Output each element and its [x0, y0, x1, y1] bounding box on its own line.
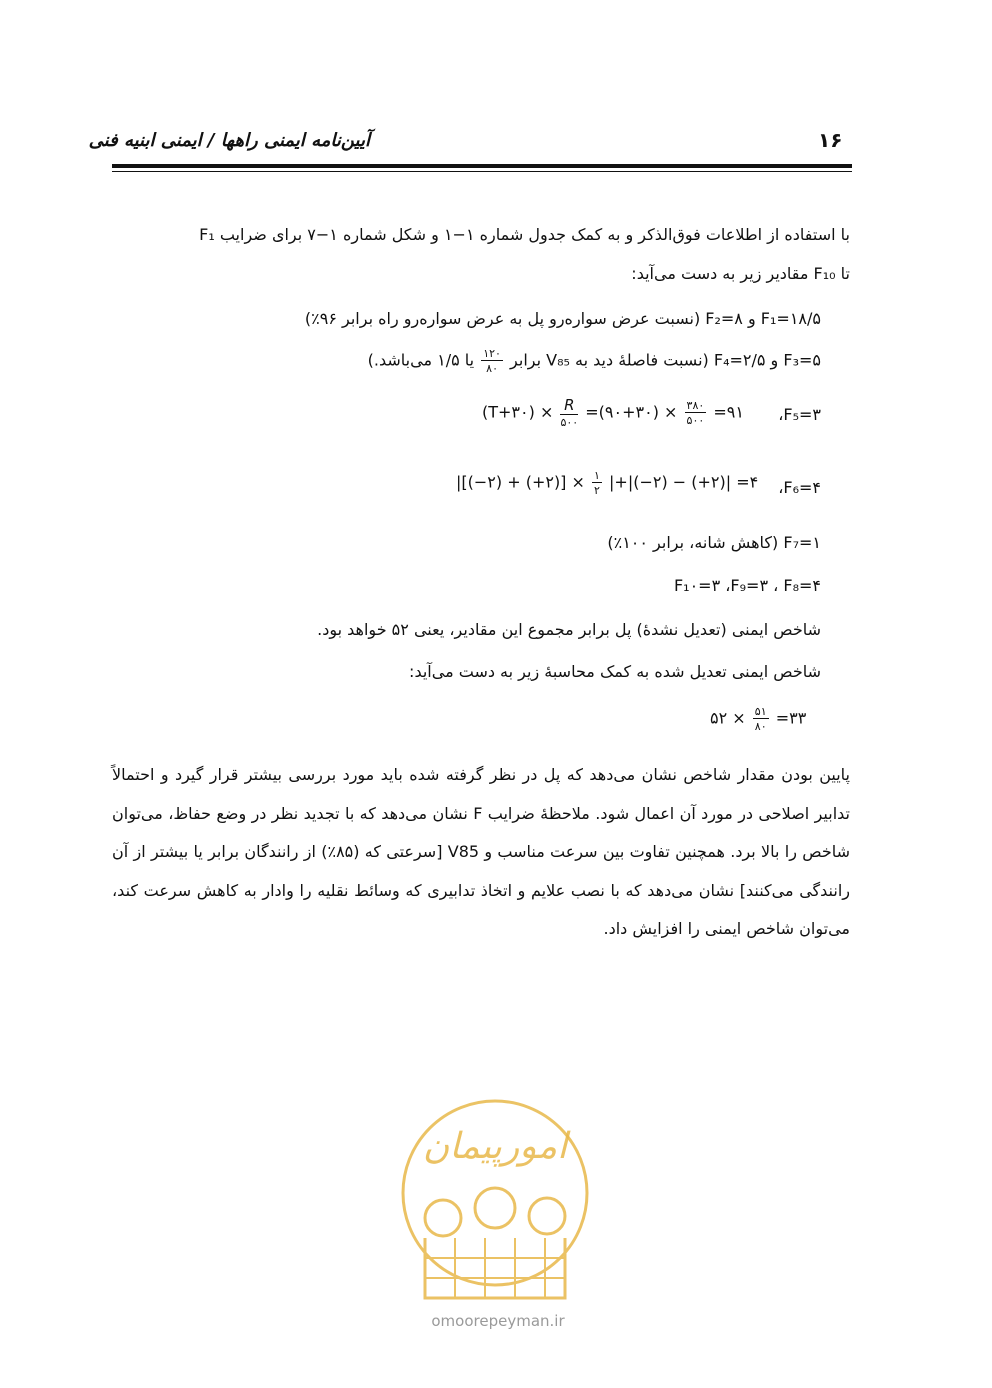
eq3-frac2-den: ۵۰۰	[686, 414, 705, 427]
equation-f6	[456, 470, 758, 496]
eq7-result: =۳۳	[775, 708, 807, 728]
intro-line-2: تا F₁₀ مقادیر زیر به دست می‌آید:	[631, 264, 850, 283]
eq2-suffix: یا ۱/۵ می‌باشد.)	[367, 350, 475, 370]
eq2-prefix: F₃=۵ و F₄=۲/۵ (نسبت فاصلهٔ دید به V₈₅ برابر	[510, 350, 821, 370]
eq7-frac-num: ۵۱	[754, 705, 767, 718]
equation-f1-f2: F₁=۱۸/۵ و F₂=۸ (نسبت عرض سواره‌رو پل به عرض سواره‌رو راه برابر ۹۶٪)	[304, 309, 821, 328]
eq7-frac-den: ۸۰	[754, 720, 767, 733]
eq3-left: (T+۳۰) ×	[482, 402, 554, 422]
equation-f8-f10: F₁۰=۳ ،F₉=۳ ، F₈=۴	[673, 576, 821, 595]
eq2-fraction	[481, 348, 503, 374]
equation-adjusted-index	[710, 706, 806, 732]
equation-f5	[482, 398, 744, 428]
eq3-frac1-den: ۵۰۰	[560, 416, 579, 429]
watermark-site: omoorepeyman.ir	[431, 1312, 565, 1330]
eq4-right: |+|(−۲) − (+۲)| =۴	[609, 472, 759, 492]
running-title: آیین‌نامه ایمنی راهها / ایمنی ابنیه فنی	[88, 130, 370, 151]
eq3-fraction-2	[685, 400, 707, 426]
page-number: ۱۶	[818, 128, 843, 152]
sum-text: شاخص ایمنی (تعدیل نشدهٔ) پل برابر مجموع این مقادیر، یعنی ۵۲ خواهد بود.	[317, 620, 821, 639]
equation-f5-label: F₅=۳،	[778, 405, 821, 424]
adjusted-text: شاخص ایمنی تعدیل شده به کمک محاسبهٔ زیر به دست می‌آید:	[409, 662, 821, 681]
equation-f7: F₇=۱ (کاهش شانه، برابر ۱۰۰٪)	[607, 533, 821, 552]
eq3-result: =۹۱	[713, 402, 744, 422]
watermark-logo-text: امورپیمان	[422, 1126, 568, 1167]
eq7-left: ۵۲ ×	[710, 708, 746, 728]
watermark-logo	[395, 1088, 595, 1313]
intro-line-1: با استفاده از اطلاعات فوق‌الذکر و به کمک جدول شماره ۱−۱ و شکل شماره ۱−۷ برای ضرایب F₁	[199, 225, 850, 244]
eq2-denominator: ۸۰	[486, 362, 498, 375]
eq3-frac2-num: ۳۸۰	[686, 399, 705, 412]
header-rule-thin	[112, 171, 852, 172]
header-rule-thick	[112, 164, 852, 168]
eq3-mid: =(۹۰+۳۰) ×	[585, 402, 678, 422]
eq3-fraction-1	[560, 398, 578, 428]
eq7-fraction	[753, 706, 769, 732]
eq4-fraction	[592, 470, 602, 496]
equation-f3-f4	[368, 348, 821, 374]
eq2-numerator: ۱۲۰	[483, 347, 501, 360]
equation-f6-label: F₆=۴،	[778, 478, 821, 497]
eq3-frac1-num: R	[560, 398, 578, 415]
eq4-frac-num: ۱	[594, 469, 600, 482]
eq4-left: |[(−۲) + (+۲)] ×	[456, 472, 585, 492]
conclusion-paragraph: پایین بودن مقدار شاخص نشان می‌دهد که پل در نظر گرفته شده باید مورد بررسی بیشتر قرار گیرد و احتمالاً تدابیر اصلاحی در مورد آن اعمال شود. ملاحظهٔ ضرایب F نشان می‌دهد که با تجدید نظر در وضع حفاظ، می‌توان شاخص را بالا برد. همچنین تفاوت بین سرعت مناسب و V85 [سرعتی که (۸۵٪) از رانندگان برابر یا بیشتر از آن رانندگی می‌کنند] نشان می‌دهد که با نصب علایم و اتخاذ تدابیری که وسائط نقلیه را وادار به کاهش سرعت کند، می‌توان شاخص ایمنی را افزایش داد.	[112, 765, 851, 938]
eq4-frac-den: ۲	[594, 484, 600, 497]
